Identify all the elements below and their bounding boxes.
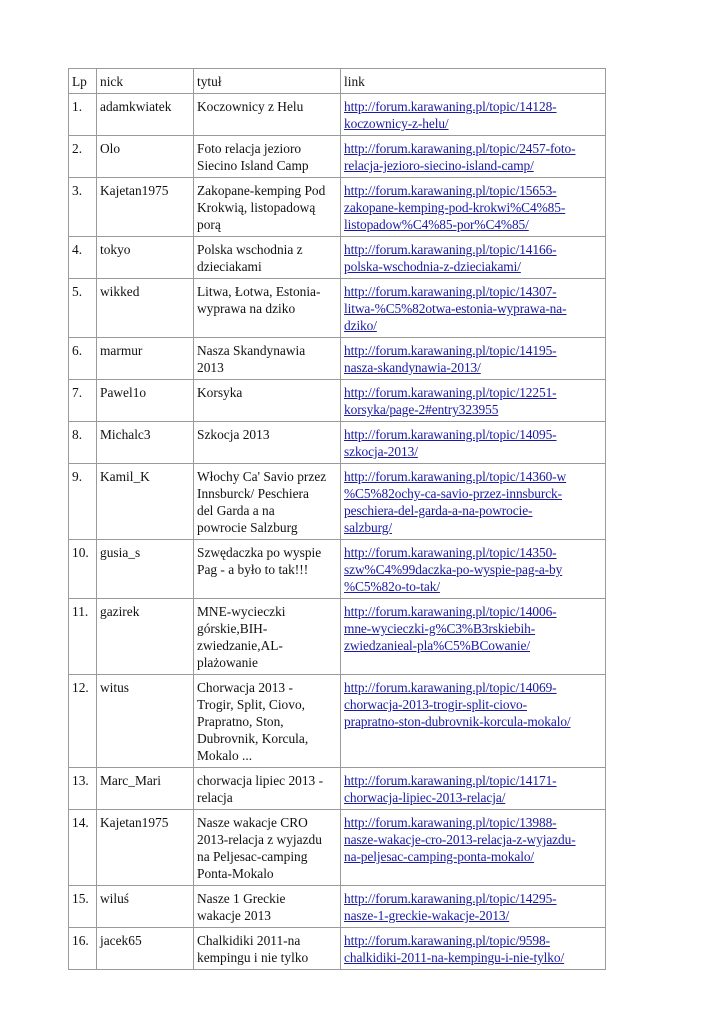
- nick-text: Michalc3: [100, 427, 151, 442]
- table-row: [69, 94, 606, 136]
- row-number: 13.: [69, 768, 97, 810]
- topic-link[interactable]: http://forum.karawaning.pl/topic/2457-foto- relacja-jezioro-siecino-island-camp/: [344, 141, 576, 173]
- row-title: [194, 928, 341, 970]
- table-row: [69, 599, 606, 675]
- topic-link[interactable]: http://forum.karawaning.pl/topic/14069- chorwacja-2013-trogir-split-ciovo- prapratno-ston-dubrovnik-korcula-mokalo/: [344, 680, 571, 729]
- row-nick: [97, 94, 194, 136]
- row-title: [194, 237, 341, 279]
- row-link-cell: [341, 338, 606, 380]
- title-text: Szwędaczka po wyspie Pag - a było to tak!!!: [197, 545, 322, 577]
- row-link-cell: [341, 237, 606, 279]
- title-text: Polska wschodnia z dzieciakami: [197, 242, 303, 274]
- topic-link[interactable]: http://forum.karawaning.pl/topic/13988- nasze-wakacje-cro-2013-relacja-z-wyjazdu- na-peljesac-camping-ponta-mokalo/: [344, 815, 576, 864]
- row-number: 16.: [69, 928, 97, 970]
- row-link-cell: [341, 540, 606, 599]
- nick-text: gazirek: [100, 604, 140, 619]
- table-row: [69, 540, 606, 599]
- title-text: Szkocja 2013: [197, 427, 270, 442]
- row-nick: [97, 928, 194, 970]
- title-text: Włochy Ca' Savio przez Innsburck/ Peschiera del Garda a na powrocie Salzburg: [197, 469, 327, 535]
- header-nick: nick: [97, 69, 194, 94]
- topic-link[interactable]: http://forum.karawaning.pl/topic/14171- chorwacja-lipiec-2013-relacja/: [344, 773, 557, 805]
- row-nick: [97, 136, 194, 178]
- row-number: 11.: [69, 599, 97, 675]
- table-row: [69, 768, 606, 810]
- row-number: 8.: [69, 422, 97, 464]
- row-title: [194, 599, 341, 675]
- nick-text: jacek65: [100, 933, 142, 948]
- nick-text: Kamil_K: [100, 469, 150, 484]
- topic-link[interactable]: http://forum.karawaning.pl/topic/14295- nasze-1-greckie-wakacje-2013/: [344, 891, 557, 923]
- table-row: [69, 136, 606, 178]
- topic-link[interactable]: http://forum.karawaning.pl/topic/14350- szw%C4%99daczka-po-wyspie-pag-a-by %C5%82o-to-tak/: [344, 545, 563, 594]
- row-title: [194, 380, 341, 422]
- table-header-row: [69, 69, 606, 94]
- row-title: [194, 810, 341, 886]
- topic-link[interactable]: http://forum.karawaning.pl/topic/14307- litwa-%C5%82otwa-estonia-wyprawa-na- dziko/: [344, 284, 567, 333]
- nick-text: Olo: [100, 141, 121, 156]
- row-title: [194, 279, 341, 338]
- row-title: [194, 768, 341, 810]
- row-nick: [97, 380, 194, 422]
- row-link-cell: [341, 599, 606, 675]
- row-link-cell: [341, 810, 606, 886]
- title-text: MNE-wycieczki górskie,BIH- zwiedzanie,AL- plażowanie: [197, 604, 286, 670]
- title-text: Koczownicy z Helu: [197, 99, 304, 114]
- row-nick: [97, 338, 194, 380]
- header-link: link: [341, 69, 606, 94]
- table-row: [69, 338, 606, 380]
- row-nick: [97, 464, 194, 540]
- row-link-cell: [341, 464, 606, 540]
- title-text: Nasze 1 Greckie wakacje 2013: [197, 891, 286, 923]
- row-number: 1.: [69, 94, 97, 136]
- table-row: [69, 178, 606, 237]
- row-link-cell: [341, 768, 606, 810]
- title-text: Korsyka: [197, 385, 243, 400]
- topic-link[interactable]: http://forum.karawaning.pl/topic/14195- nasza-skandynawia-2013/: [344, 343, 557, 375]
- row-nick: [97, 768, 194, 810]
- row-title: [194, 886, 341, 928]
- header-lp: Lp: [69, 69, 97, 94]
- row-number: 6.: [69, 338, 97, 380]
- nick-text: Marc_Mari: [100, 773, 161, 788]
- row-title: [194, 136, 341, 178]
- row-nick: [97, 279, 194, 338]
- row-nick: [97, 810, 194, 886]
- title-text: chorwacja lipiec 2013 - relacja: [197, 773, 324, 805]
- table-row: [69, 675, 606, 768]
- row-link-cell: [341, 886, 606, 928]
- header-title: tytuł: [194, 69, 341, 94]
- row-nick: [97, 178, 194, 237]
- row-title: [194, 94, 341, 136]
- row-number: 2.: [69, 136, 97, 178]
- table-row: [69, 810, 606, 886]
- topic-link[interactable]: http://forum.karawaning.pl/topic/14006- mne-wycieczki-g%C3%B3rskiebih- zwiedzanieal-pla%C5%BCowanie/: [344, 604, 557, 653]
- topic-link[interactable]: http://forum.karawaning.pl/topic/14360-w %C5%82ochy-ca-savio-przez-innsburck- peschiera-del-garda-a-na-powrocie- salzburg/: [344, 469, 567, 535]
- row-number: 7.: [69, 380, 97, 422]
- table-row: [69, 380, 606, 422]
- title-text: Nasze wakacje CRO 2013-relacja z wyjazdu na Peljesac-camping Ponta-Mokalo: [197, 815, 322, 881]
- table-row: [69, 279, 606, 338]
- topic-link[interactable]: http://forum.karawaning.pl/topic/12251- korsyka/page-2#entry323955: [344, 385, 557, 417]
- title-text: Zakopane-kemping Pod Krokwią, listopadową porą: [197, 183, 326, 232]
- nick-text: marmur: [100, 343, 143, 358]
- row-number: 15.: [69, 886, 97, 928]
- row-nick: [97, 237, 194, 279]
- row-nick: [97, 886, 194, 928]
- row-number: 10.: [69, 540, 97, 599]
- table-row: [69, 886, 606, 928]
- row-number: 5.: [69, 279, 97, 338]
- table-row: [69, 422, 606, 464]
- title-text: Foto relacja jezioro Siecino Island Camp: [197, 141, 309, 173]
- nick-text: adamkwiatek: [100, 99, 172, 114]
- row-nick: [97, 599, 194, 675]
- nick-text: wikked: [100, 284, 140, 299]
- row-link-cell: [341, 178, 606, 237]
- row-link-cell: [341, 928, 606, 970]
- topic-link[interactable]: http://forum.karawaning.pl/topic/14095- szkocja-2013/: [344, 427, 557, 459]
- row-title: [194, 178, 341, 237]
- topic-link[interactable]: http://forum.karawaning.pl/topic/15653- zakopane-kemping-pod-krokwi%C4%85- listopadow%C4%85-por%C4%85/: [344, 183, 566, 232]
- nick-text: tokyo: [100, 242, 131, 257]
- row-link-cell: [341, 675, 606, 768]
- row-nick: [97, 422, 194, 464]
- nick-text: gusia_s: [100, 545, 141, 560]
- title-text: Nasza Skandynawia 2013: [197, 343, 306, 375]
- topic-link[interactable]: http://forum.karawaning.pl/topic/14128- koczownicy-z-helu/: [344, 99, 557, 131]
- table-row: [69, 237, 606, 279]
- row-nick: [97, 540, 194, 599]
- row-link-cell: [341, 279, 606, 338]
- nick-text: witus: [100, 680, 130, 695]
- topics-table: [68, 68, 606, 970]
- topic-link[interactable]: http://forum.karawaning.pl/topic/14166- polska-wschodnia-z-dzieciakami/: [344, 242, 557, 274]
- row-number: 3.: [69, 178, 97, 237]
- row-number: 14.: [69, 810, 97, 886]
- row-nick: [97, 675, 194, 768]
- row-title: [194, 338, 341, 380]
- row-title: [194, 540, 341, 599]
- title-text: Chalkidiki 2011-na kempingu i nie tylko: [197, 933, 309, 965]
- title-text: Chorwacja 2013 - Trogir, Split, Ciovo, Prapratno, Ston, Dubrovnik, Korcula, Mokalo ...: [197, 680, 309, 763]
- topic-link[interactable]: http://forum.karawaning.pl/topic/9598- chalkidiki-2011-na-kempingu-i-nie-tylko/: [344, 933, 565, 965]
- nick-text: Kajetan1975: [100, 815, 169, 830]
- row-link-cell: [341, 422, 606, 464]
- row-number: 12.: [69, 675, 97, 768]
- nick-text: Kajetan1975: [100, 183, 169, 198]
- row-link-cell: [341, 136, 606, 178]
- row-link-cell: [341, 94, 606, 136]
- title-text: Litwa, Łotwa, Estonia- wyprawa na dziko: [197, 284, 321, 316]
- table-row: [69, 464, 606, 540]
- row-title: [194, 422, 341, 464]
- row-title: [194, 675, 341, 768]
- row-number: 4.: [69, 237, 97, 279]
- row-title: [194, 464, 341, 540]
- row-number: 9.: [69, 464, 97, 540]
- nick-text: wiluś: [100, 891, 130, 906]
- table-row: [69, 928, 606, 970]
- document-page: [68, 68, 605, 970]
- row-link-cell: [341, 380, 606, 422]
- nick-text: Pawel1o: [100, 385, 147, 400]
